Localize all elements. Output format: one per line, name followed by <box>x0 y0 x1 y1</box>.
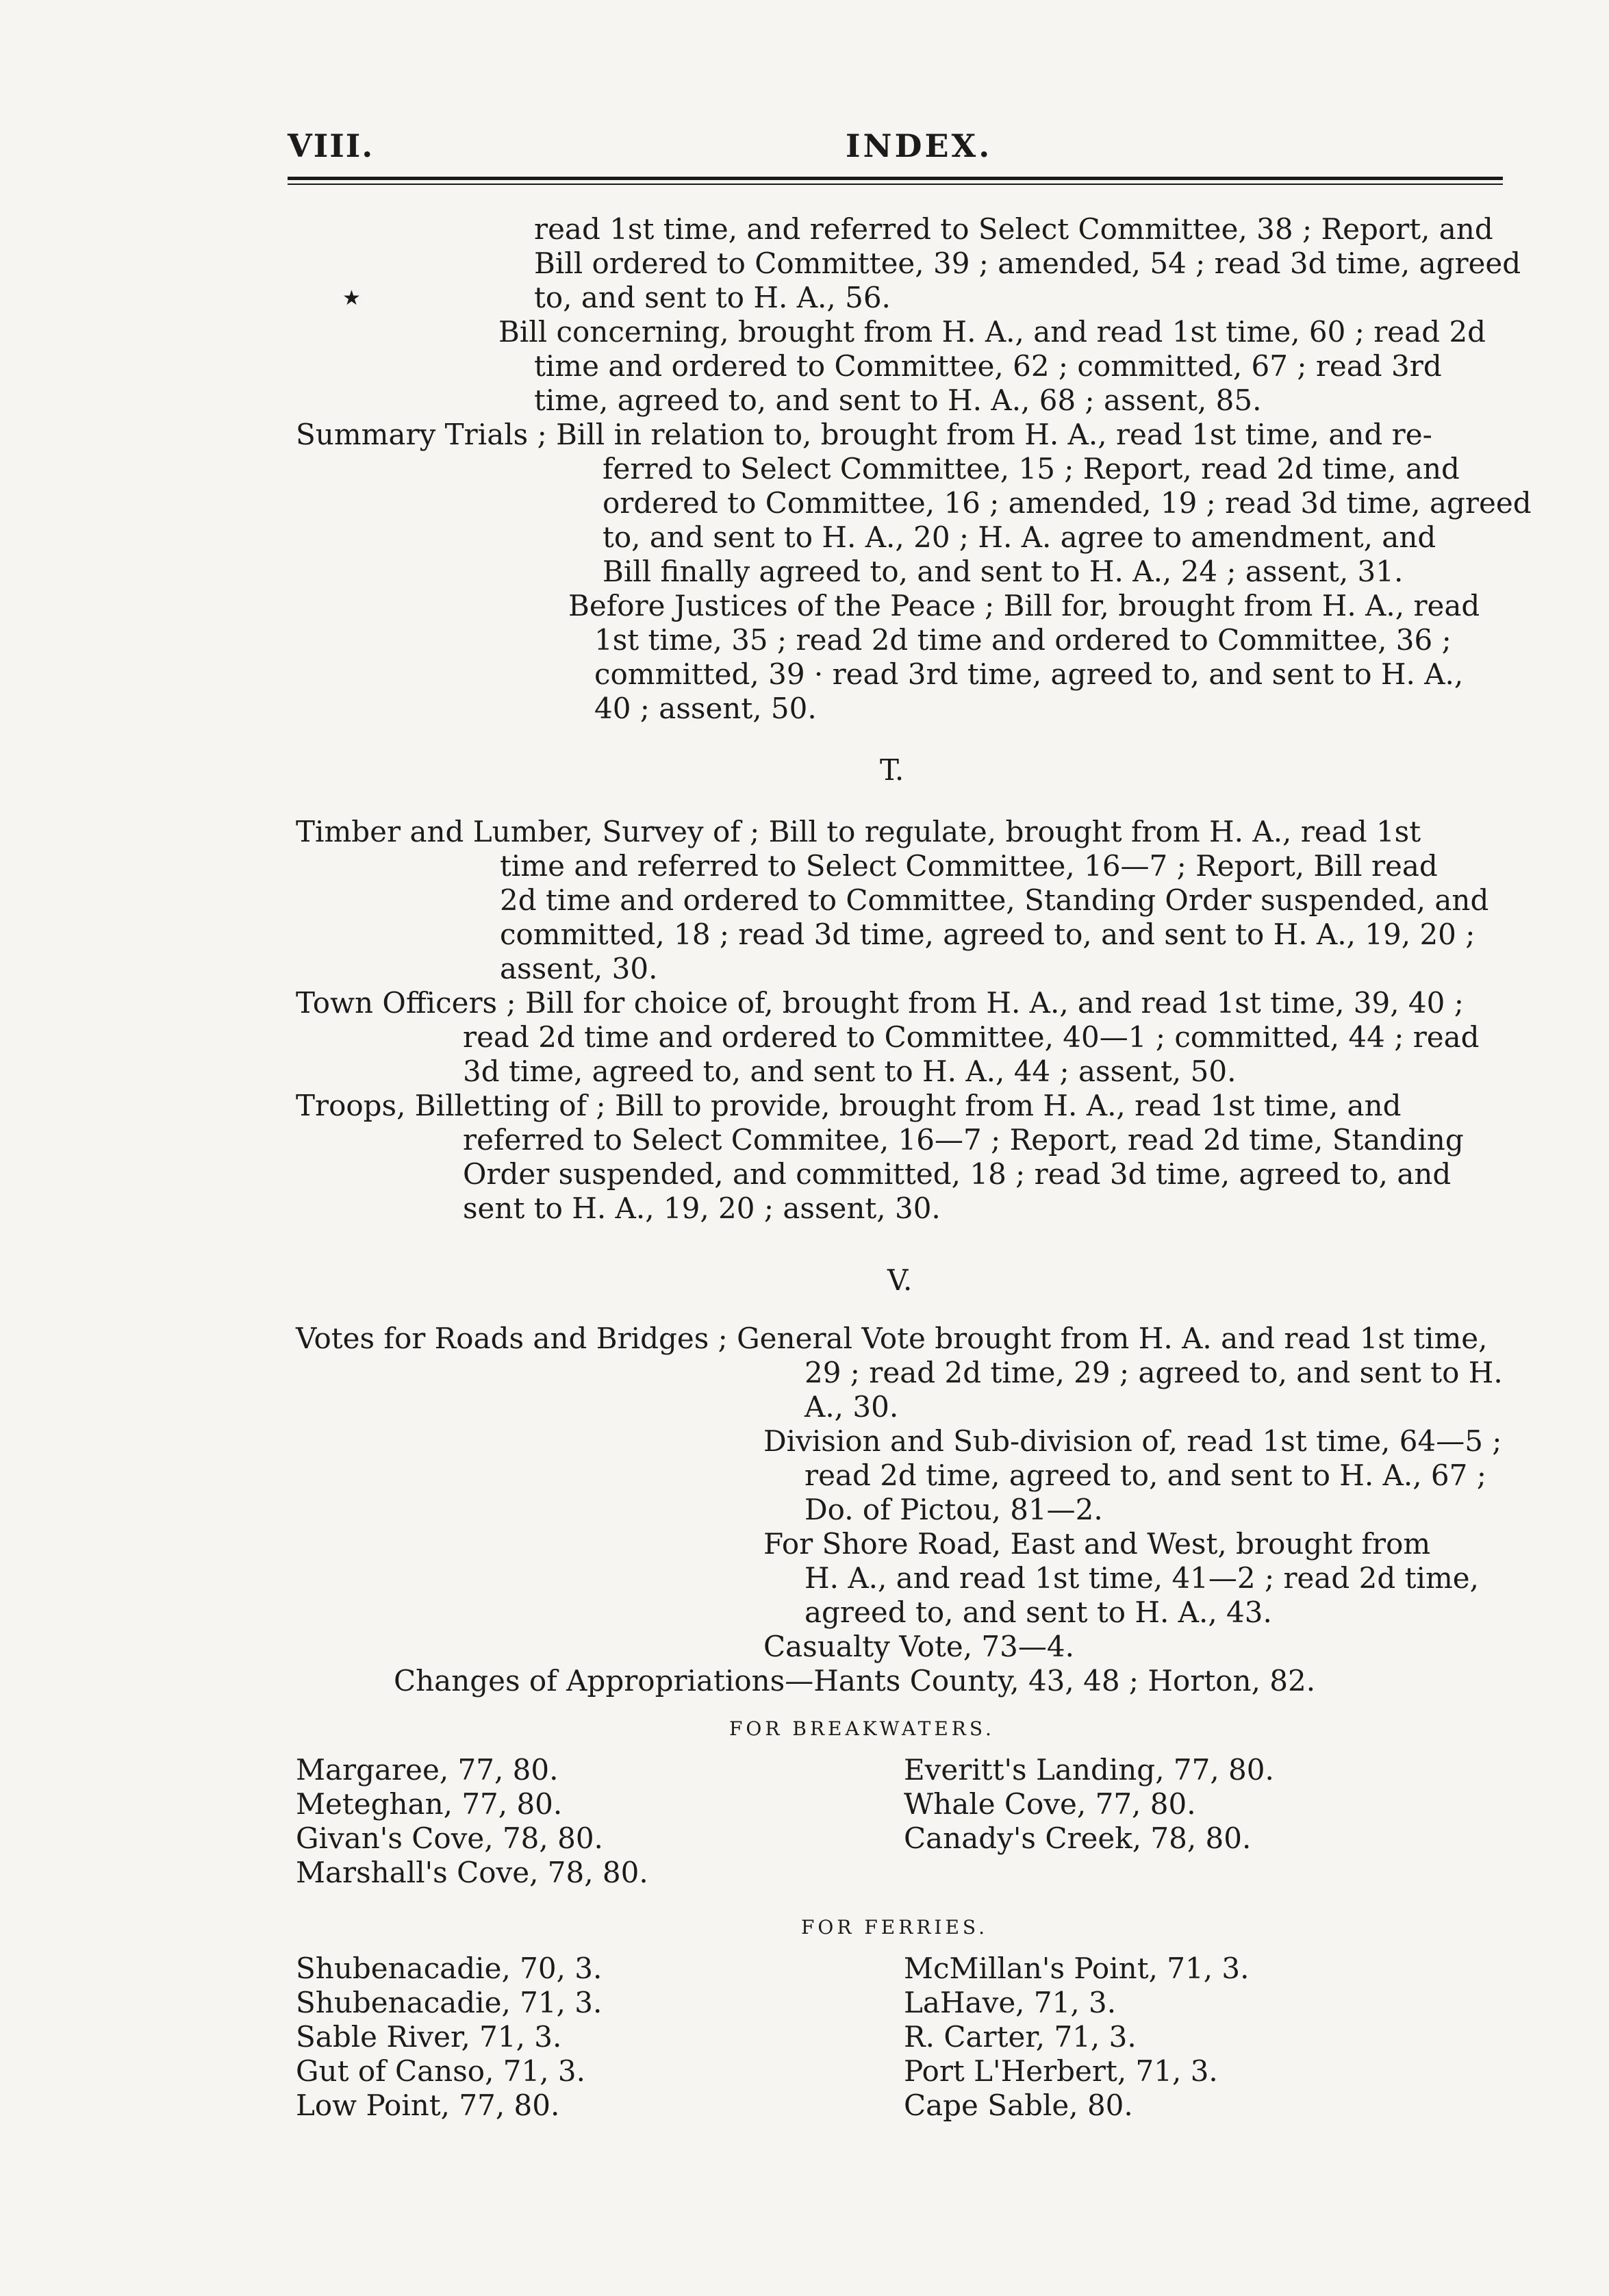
entry-line: to, and sent to H. A., 20 ; H. A. agree to amendment, and <box>603 520 1436 554</box>
entry-line: A., 30. <box>804 1390 899 1424</box>
entry-line: 40 ; assent, 50. <box>594 692 817 725</box>
entry-line: Town Officers ; Bill for choice of, brought from H. A., and read 1st time, 39, 40 ; <box>296 986 1464 1020</box>
entry-line: referred to Select Commitee, 16—7 ; Report, read 2d time, Standing <box>463 1123 1464 1157</box>
list-item: Everitt's Landing, 77, 80. <box>904 1753 1274 1787</box>
list-item: Gut of Canso, 71, 3. <box>296 2054 585 2088</box>
list-item: Whale Cove, 77, 80. <box>904 1787 1196 1821</box>
list-item: LaHave, 71, 3. <box>904 1986 1117 2019</box>
entry-line: read 1st time, and referred to Select Committee, 38 ; Report, and <box>534 212 1493 246</box>
entry-line: 2d time and ordered to Committee, Standing Order suspended, and <box>500 883 1489 917</box>
subsection-heading: FOR BREAKWATERS. <box>729 1717 995 1740</box>
entry-line: Do. of Pictou, 81—2. <box>804 1493 1103 1526</box>
section-letter: V. <box>887 1263 913 1297</box>
entry-line: to, and sent to H. A., 56. <box>534 281 891 314</box>
entry-line: committed, 18 ; read 3d time, agreed to, and sent to H. A., 19, 20 ; <box>500 918 1475 951</box>
entry-line: Order suspended, and committed, 18 ; read 3d time, agreed to, and <box>463 1157 1452 1191</box>
list-item: Shubenacadie, 70, 3. <box>296 1952 603 1985</box>
list-item: Meteghan, 77, 80. <box>296 1787 563 1821</box>
entry-line: For Shore Road, East and West, brought from <box>763 1527 1431 1561</box>
entry-line: read 2d time and ordered to Committee, 40—1 ; committed, 44 ; read <box>463 1020 1480 1054</box>
entry-line: Summary Trials ; Bill in relation to, brought from H. A., read 1st time, and re- <box>296 418 1432 451</box>
entry-line: Changes of Appropriations—Hants County, 43, 48 ; Horton, 82. <box>394 1664 1316 1698</box>
entry-line: Bill ordered to Committee, 39 ; amended, 54 ; read 3d time, agreed <box>534 247 1521 280</box>
entry-line: assent, 30. <box>500 952 658 985</box>
page-number: VIII. <box>288 127 375 164</box>
page-header <box>288 127 1503 168</box>
list-item: McMillan's Point, 71, 3. <box>904 1952 1250 1985</box>
list-item: Port L'Herbert, 71, 3. <box>904 2054 1218 2088</box>
entry-line: Bill finally agreed to, and sent to H. A., 24 ; assent, 31. <box>603 555 1404 588</box>
list-item: Marshall's Cove, 78, 80. <box>296 1856 648 1889</box>
entry-line: Troops, Billetting of ; Bill to provide, brought from H. A., read 1st time, and <box>296 1089 1402 1122</box>
entry-line: 1st time, 35 ; read 2d time and ordered to Committee, 36 ; <box>594 623 1452 657</box>
entry-line: H. A., and read 1st time, 41—2 ; read 2d time, <box>804 1561 1479 1595</box>
entry-line: Timber and Lumber, Survey of ; Bill to regulate, brought from H. A., read 1st <box>296 815 1421 848</box>
entry-line: committed, 39 · read 3rd time, agreed to, and sent to H. A., <box>594 657 1464 691</box>
entry-line: read 2d time, agreed to, and sent to H. A., 67 ; <box>804 1459 1486 1492</box>
entry-line: time and ordered to Committee, 62 ; committed, 67 ; read 3rd <box>534 349 1442 383</box>
entry-line: 29 ; read 2d time, 29 ; agreed to, and sent to H. <box>804 1356 1503 1389</box>
entry-line: agreed to, and sent to H. A., 43. <box>804 1595 1272 1629</box>
section-letter: T. <box>880 753 904 787</box>
list-item: Cape Sable, 80. <box>904 2089 1133 2122</box>
entry-line: Before Justices of the Peace ; Bill for, brought from H. A., read <box>568 589 1480 622</box>
entry-line: 3d time, agreed to, and sent to H. A., 44 ; assent, 50. <box>463 1055 1237 1088</box>
subsection-heading: FOR FERRIES. <box>801 1916 988 1939</box>
list-item: Givan's Cove, 78, 80. <box>296 1821 603 1855</box>
entry-line: Votes for Roads and Bridges ; General Vote brought from H. A. and read 1st time, <box>296 1322 1488 1355</box>
entry-line: time and referred to Select Committee, 16—7 ; Report, Bill read <box>500 849 1438 883</box>
list-item: Sable River, 71, 3. <box>296 2020 562 2054</box>
running-title: INDEX. <box>846 127 993 164</box>
margin-mark: ★ <box>342 286 361 310</box>
entry-line: Casualty Vote, 73—4. <box>763 1630 1074 1663</box>
entry-line: ordered to Committee, 16 ; amended, 19 ; read 3d time, agreed <box>603 486 1532 520</box>
entry-line: Division and Sub-division of, read 1st time, 64—5 ; <box>763 1424 1502 1458</box>
entry-line: ferred to Select Committee, 15 ; Report, read 2d time, and <box>603 452 1460 485</box>
header-rule <box>288 177 1503 185</box>
entry-line: time, agreed to, and sent to H. A., 68 ; assent, 85. <box>534 383 1262 417</box>
list-item: Canady's Creek, 78, 80. <box>904 1821 1252 1855</box>
list-item: Low Point, 77, 80. <box>296 2089 560 2122</box>
list-item: R. Carter, 71, 3. <box>904 2020 1137 2054</box>
entry-line: sent to H. A., 19, 20 ; assent, 30. <box>463 1191 941 1225</box>
list-item: Margaree, 77, 80. <box>296 1753 559 1787</box>
list-item: Shubenacadie, 71, 3. <box>296 1986 603 2019</box>
entry-line: Bill concerning, brought from H. A., and read 1st time, 60 ; read 2d <box>498 315 1486 349</box>
